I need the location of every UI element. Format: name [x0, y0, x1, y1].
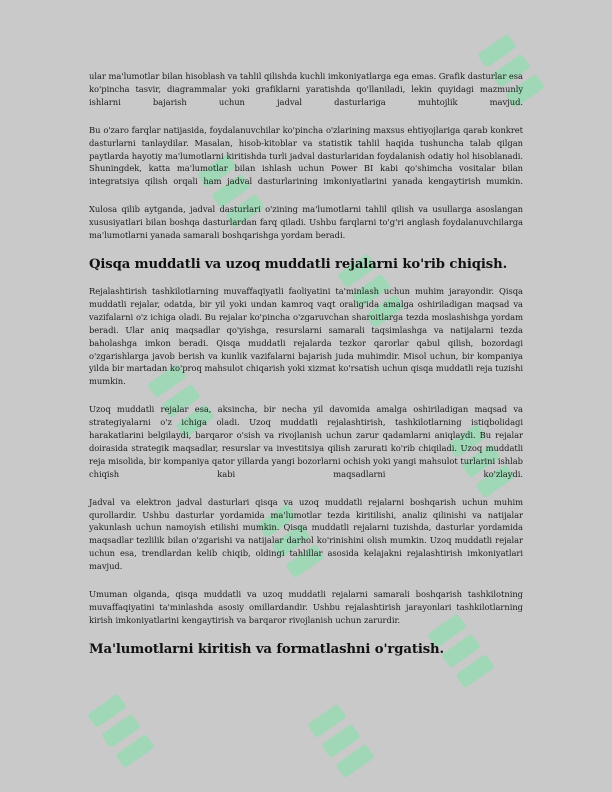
paragraph: Jadval va elektron jadval dasturlari qisqa va uzoq muddatli rejalarni boshqarish uchun muhim qurollardir. Ushbu dasturlar yordamida ma'lumotlar tezda kiritilishi, analiz qilinishi va natijalar yakunlash uchun namoyish etilishi mumkin. Qisqa muddatli rejalarni tuzishda, dasturlar yordamida maqsadlar tezlilik bilan o'zgarishi va natijalar darhol ko'rinishini olish mumkin. Uzoq muddatli rejalar uchun esa, trendlardan kelib chiqib, oldingi tahlillar asosida kelajakni rejalashtirish imkoniyatlari mavjud.: [89, 496, 523, 572]
watermark-logo-icon: [300, 700, 382, 782]
section-heading: Ma'lumotlarni kiritish va formatlashni o'rgatish.: [89, 641, 445, 657]
paragraph: ular ma'lumotlar bilan hisoblash va tahlil qilishda kuchli imkoniyatlarga ega emas. Grafik dasturlar esa ko'pincha tasvir, diagrammalar yoki grafiklarni yaratishda qo'llaniladi, lekin quyidagi mazmunly ishlarni bajarish uchun jadval dasturlariga muhtojlik mavjud.: [89, 71, 523, 107]
paragraph: Umuman olganda, qisqa muddatli va uzoq muddatli rejalarni samarali boshqarish tashkilotning muvaffaqiyatini ta'minlashda asosiy omillardandir. Ushbu rejalashtirish jarayonlari tashkilotlarning kirish imkoniyatlarini kengaytirish va barqaror rivojlanish uchun zarurdir.: [89, 589, 523, 625]
section-heading: Qisqa muddatli va uzoq muddatli rejalarni ko'rib chiqish.: [89, 256, 508, 272]
watermark-logo-icon: [80, 690, 162, 772]
document-body: [89, 70, 523, 670]
paragraph: Uzoq muddatli rejalar esa, aksincha, bir necha yil davomida amalga oshiriladigan maqsad va strategiyalarni o'z ichiga oladi. Uzoq muddatli rejalashtirish, tashkilotlarning istiqbolidagi harakatlarini belgilaydi, barqaror o'sish va rivojlanish uchun zarur qadamlarni aniqlaydi. Bu rejalar doirasida strategik maqsadlar, resurslar va investitsiya qilish zarurati ko'rib chiqiladi. Uzoq muddatli reja misolida, bir kompaniya qator yillarda yangi bozorlarni ochish yoki yangi mahsulot turlarini ishlab chiqish kabi maqsadlarni ko'zlaydi.: [89, 404, 523, 479]
paragraph: Xulosa qilib aytganda, jadval dasturlari o'zining ma'lumotlarni tahlil qilish va usullarga asoslangan xususiyatlari bilan boshqa dasturlardan farq qiladi. Ushbu farqlarni to'g'ri anglash foydalanuvchilarga ma'lumotlarni yanada samarali boshqarishga yordam beradi.: [89, 204, 523, 241]
paragraph: Rejalashtirish tashkilotlarning muvaffaqiyatli faoliyatini ta'minlash uchun muhim jarayondir. Qisqa muddatli rejalar, odatda, bir yil yoki undan kamroq vaqt oralig'ida amalga oshiriladigan maqsad va vazifalarni o'z ichiga oladi. Bu rejalar ko'pincha o'zgaruvchan sharoitlarga tezda moslashishga yordam beradi. Ular aniq maqsadlar qo'yishga, resurslarni samarali taqsimlashga va natijalarni tezda baholashga imkon beradi. Qisqa muddatli rejalarda tezkor qarorlar qabul qilish, bozordagi o'zgarishlarga javob berish va kunlik vazifalarni bajarish juda muhimdir. Misol uchun, bir kompaniya yilda bir martadan ko'proq mahsulot chiqarish yoki xizmat ko'rsatish uchun qisqa muddatli reja tuzishi mumkin.: [89, 285, 523, 387]
paragraph: Bu o'zaro farqlar natijasida, foydalanuvchilar ko'pincha o'zlarining maxsus ehtiyojlariga qarab konkret dasturlarni tanlaydilar. Masalan, hisob-kitoblar va statistik tahlil haqida tushuncha talab qilgan paytlarda hayotiy ma'lumotlarni kiritishda turli jadval dasturlaridan foydalanish odatiy hol hisoblanadi. Shuningdek, katta ma'lumotlar bilan ishlash uchun Power BI kabi qo'shimcha vositalar bilan integratsiya qilish orqali ham jadval dasturlarining imkoniyatlarini yanada kengaytirish mumkin.: [89, 124, 523, 187]
